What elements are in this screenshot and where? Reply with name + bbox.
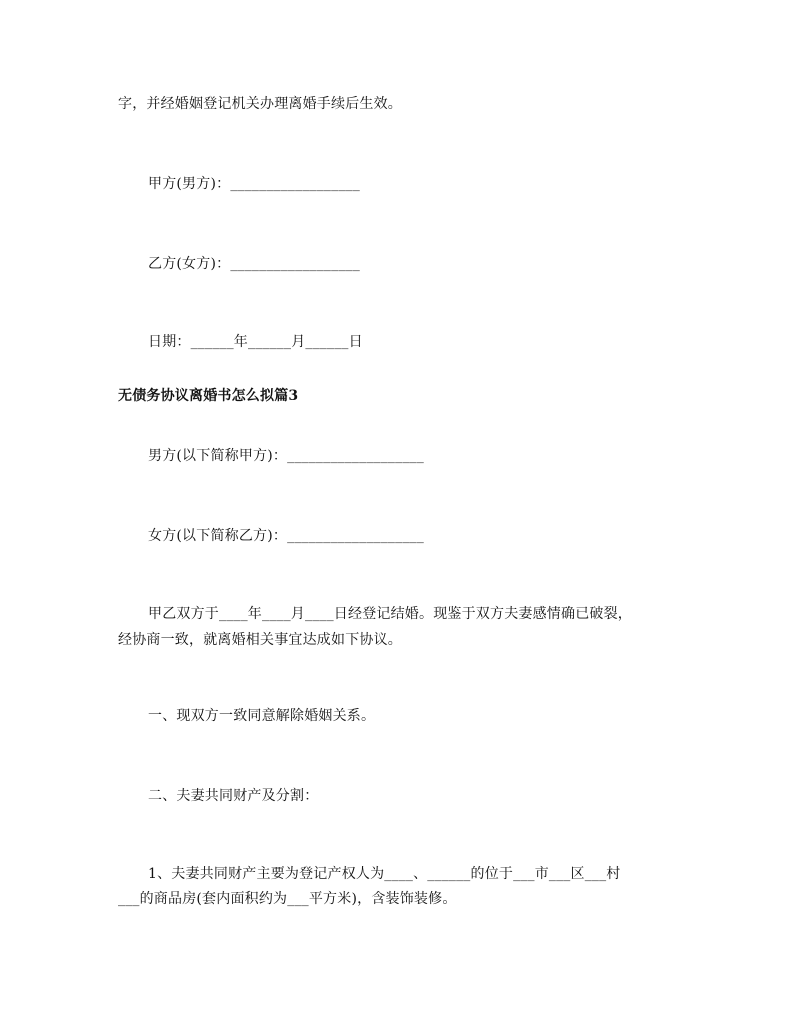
date-line: 日期：______年______月______日 bbox=[148, 334, 363, 350]
item-1-line-1: 1、夫妻共同财产主要为登记产权人为____、______的位于___市___区___村 bbox=[148, 866, 621, 882]
item-1-line-2: ___的商品房(套内面积约为___平方米)，含装饰装修。 bbox=[118, 891, 457, 907]
clause-1: 一、现双方一致同意解除婚姻关系。 bbox=[148, 708, 376, 724]
clause-2: 二、夫妻共同财产及分割： bbox=[148, 788, 319, 804]
male-party-line: 男方(以下简称甲方)：___________________ bbox=[148, 448, 424, 464]
party-b-signature-line: 乙方(女方)：__________________ bbox=[148, 256, 360, 272]
intro-paragraph-line-1: 甲乙双方于____年____月____日经登记结婚。现鉴于双方夫妻感情确已破裂， bbox=[148, 606, 632, 622]
female-party-line: 女方(以下简称乙方)：___________________ bbox=[148, 528, 424, 544]
party-a-signature-line: 甲方(男方)：__________________ bbox=[148, 176, 360, 192]
continuation-text: 字，并经婚姻登记机关办理离婚手续后生效。 bbox=[118, 96, 402, 112]
section-heading: 无债务协议离婚书怎么拟篇3 bbox=[118, 388, 299, 404]
intro-paragraph-line-2: 经协商一致，就离婚相关事宜达成如下协议。 bbox=[118, 632, 402, 648]
